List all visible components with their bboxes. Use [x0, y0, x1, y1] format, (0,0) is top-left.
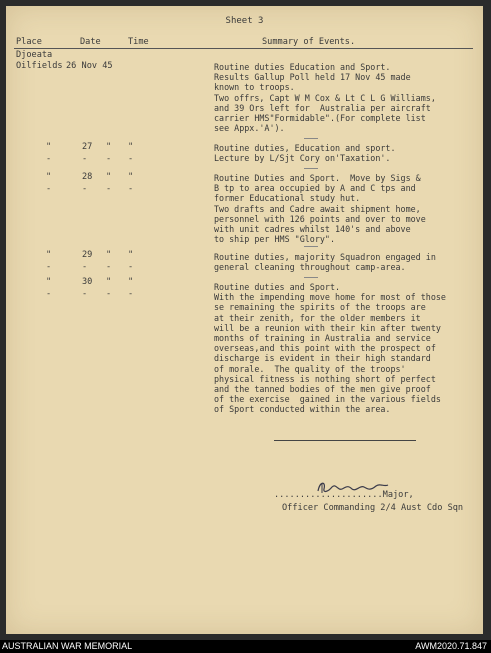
- entry-separator: [304, 168, 318, 169]
- dash-29d: -: [128, 262, 134, 272]
- header-rule: [14, 48, 473, 49]
- archive-footer: [0, 640, 491, 653]
- dash-27d: -: [128, 154, 134, 164]
- dash-28d: -: [128, 184, 134, 194]
- entry-date-28: 28: [82, 172, 93, 182]
- signature-officer: Officer Commanding 2/4 Aust Cdo Sqn: [282, 503, 464, 513]
- place-line-1: Djoeata: [16, 50, 53, 60]
- signature-rank: Major,: [382, 490, 414, 500]
- entry-summary-28: Routine Duties and Sport. Move by Sigs & B tp to area occupied by A and C tps and former Educational study hut. Two drafts and Cadre await shipment home, personnel with 126 points and over to move with unit cadres whilst 140's and above to ship per HMS "Glory".: [214, 173, 426, 245]
- dash-29c: -: [106, 262, 112, 272]
- entry-date-27: 27: [82, 142, 93, 152]
- entry-summary-30: Routine duties and Sport. With the impending move home for most of those se remaining the spirits of the troops are at their zenith, for the older members it will be a reunion with their kin after twenty months of training in Australia and service overseas,and this point with the prospect of discharge is evident in their high standard of morale. The quality of the troops' physical fitness is nothing short of perfect and the tanned bodies of the men give proof of the exercise gained in the various fields of Sport conducted within the area.: [214, 282, 446, 415]
- ditto-year-30: ": [128, 277, 134, 287]
- end-rule: [274, 440, 416, 441]
- entry-summary-26: Routine duties Education and Sport. Results Gallup Poll held 17 Nov 45 made known to troops. Two offrs, Capt W M Cox & Lt C L G Williams, and 39 Ors left for Australia per aircraft carrier HMS"Formidable".(For complete list see Appx.'A').: [214, 62, 436, 134]
- dash-28c: -: [106, 184, 112, 194]
- entry-separator: [304, 138, 318, 139]
- ditto-place-30: ": [46, 277, 52, 287]
- dash-30b: -: [82, 289, 88, 299]
- footer-institution: AUSTRALIAN WAR MEMORIAL: [2, 641, 133, 651]
- dash-30a: -: [46, 289, 52, 299]
- ditto-place-27: ": [46, 142, 52, 152]
- entry-summary-27: Routine duties, Education and sport. Lecture by L/Sjt Cory on'Taxation'.: [214, 143, 396, 164]
- entry-separator: [304, 246, 318, 247]
- entry-date-30: 30: [82, 277, 93, 287]
- header-date: Date: [80, 37, 101, 47]
- header-summary: Summary of Events.: [262, 37, 356, 47]
- document-page: [6, 6, 483, 634]
- footer-accession-number: AWM2020.71.847: [415, 641, 487, 651]
- entry-summary-29: Routine duties, majority Squadron engaged in general cleaning throughout camp-area.: [214, 252, 436, 273]
- ditto-year-28: ": [128, 172, 134, 182]
- dash-30c: -: [106, 289, 112, 299]
- dash-28b: -: [82, 184, 88, 194]
- ditto-month-29: ": [106, 250, 112, 260]
- entry-date-26: 26 Nov 45: [66, 61, 113, 71]
- ditto-place-28: ": [46, 172, 52, 182]
- dash-29b: -: [82, 262, 88, 272]
- ditto-year-27: ": [128, 142, 134, 152]
- signature-dots: .....................Major,: [274, 490, 414, 500]
- place-line-2: Oilfields: [16, 61, 63, 71]
- entry-date-29: 29: [82, 250, 93, 260]
- sheet-title: Sheet 3: [225, 16, 264, 26]
- header-time: Time: [128, 37, 149, 47]
- dash-30d: -: [128, 289, 134, 299]
- dash-27b: -: [82, 154, 88, 164]
- dash-28a: -: [46, 184, 52, 194]
- dash-27c: -: [106, 154, 112, 164]
- dash-27a: -: [46, 154, 52, 164]
- ditto-place-29: ": [46, 250, 52, 260]
- entry-separator: [304, 277, 318, 278]
- ditto-month-30: ": [106, 277, 112, 287]
- dash-29a: -: [46, 262, 52, 272]
- ditto-month-28: ": [106, 172, 112, 182]
- ditto-year-29: ": [128, 250, 134, 260]
- ditto-month-27: ": [106, 142, 112, 152]
- header-place: Place: [16, 37, 42, 47]
